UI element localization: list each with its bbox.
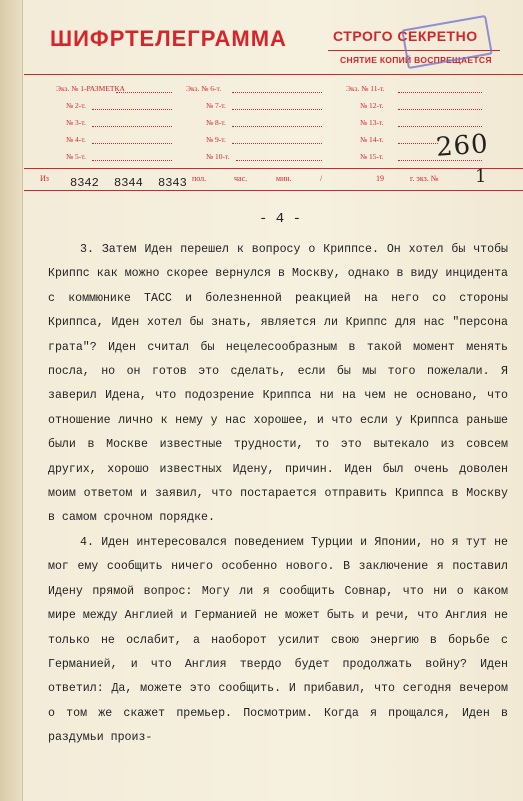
- copy-entry: № 7-т.: [206, 101, 226, 110]
- handwritten-number: 260: [435, 129, 490, 163]
- dotted-rule: [398, 126, 482, 127]
- page-number: - 4 -: [259, 211, 302, 227]
- handwritten-copy-number: 1: [475, 166, 487, 187]
- dotted-rule: [398, 92, 482, 93]
- dotted-rule: [92, 109, 172, 110]
- dotted-rule: [232, 143, 322, 144]
- paragraph: 3. Затем Иден перешел к вопросу о Криппсе. Он хотел бы чтобы Криппс как можно скорее вернулся в Москву, однако в виду инцидента с коммюнике ТАСС и болезненной реакцией на него со стороны Криппса, Иден хотел бы знать, является ли Криппс для нас "персона грата"? Иден считал бы нецелесообразным в такой момент менять посла, но он готов это сделать, если бы мы того пожелали. Я заверил Идена, что подозрение Криппса ни на чем не основано, что отношение лично к нему у нас хорошее, и что если у Криппса раньше были в Москве известные трудности, то это вытекало из совсем других, хорошо известных Идену, причин. Иден был очень доволен моим ответом и заявил, что постарается отправить Криппса в Москву в самом срочном порядке.: [48, 243, 508, 525]
- dotted-rule: [232, 126, 322, 127]
- hour-label: час.: [234, 174, 248, 183]
- from-label: Из: [40, 174, 49, 183]
- copy-entry: № 12-т.: [360, 101, 384, 110]
- copy-entry: № 4-т.: [66, 135, 86, 144]
- dotted-rule: [92, 143, 172, 144]
- copy-entry: № 9-т.: [206, 135, 226, 144]
- received-label: пол.: [192, 174, 207, 183]
- dotted-rule: [116, 92, 172, 93]
- dotted-rule: [92, 160, 172, 161]
- dotted-rule: [236, 160, 322, 161]
- telegram-body: [48, 238, 508, 751]
- dotted-rule: [232, 92, 322, 93]
- copy-entry: Экз. № 6-т.: [186, 84, 222, 93]
- minute-label: мин.: [276, 174, 292, 183]
- copy-entry: № 13-т.: [360, 118, 384, 127]
- dotted-rule: [92, 126, 172, 127]
- dotted-rule: [398, 143, 438, 144]
- copy-entry: № 10-т.: [206, 152, 230, 161]
- copy-entry: № 2-т.: [66, 101, 86, 110]
- year-label: 19: [376, 174, 384, 183]
- document-title: ШИФРТЕЛЕГРАММА: [50, 26, 287, 51]
- copy-entry: Экз. № 1-РАЗМЕТКА: [56, 84, 125, 93]
- copy-number-label: г. экз. №: [410, 174, 439, 183]
- secrecy-label: СТРОГО СЕКРЕТНО: [333, 28, 478, 44]
- dotted-rule: [232, 109, 322, 110]
- paragraph: 4. Иден интересовался поведением Турции и Японии, но я тут не мог ему сообщить ничего особенно нового. В заключение я поставил Идену прямой вопрос: Могу ли я сообщить Совнар, что ни о каком мире между Англией и Германией не может быть и речи, что Англия не только не ослабит, а наоборот усилит свою энергию в борьбе с Германией, и что Англия твердо будет продолжать войну? Иден ответил: Да, можете это сообщить. И прибавил, что сегодня вечером о том же скажет премьер. Посмотрим. Когда я прощался, Иден в раздумьи произ-: [48, 535, 508, 745]
- no-copies-label: СНЯТИЕ КОПИЙ ВОСПРЕЩАЕТСЯ: [340, 55, 492, 65]
- paper-fold-edge: [0, 0, 23, 801]
- dispatch-number: 8344: [114, 176, 143, 190]
- copy-entry: № 3-т.: [66, 118, 86, 127]
- header-divider: [24, 74, 523, 75]
- copy-entry: № 15-т.: [360, 152, 384, 161]
- copy-entry: Экз. № 11-т.: [346, 84, 385, 93]
- copy-entry: № 14-т.: [360, 135, 384, 144]
- dispatch-divider: [24, 190, 523, 191]
- dotted-rule: [398, 109, 482, 110]
- copy-entry: № 8-т.: [206, 118, 226, 127]
- dispatch-number: 8342: [70, 176, 99, 190]
- dispatch-number: 8343: [158, 176, 187, 190]
- date-separator: /: [320, 174, 323, 183]
- copy-entry: № 5-т.: [66, 152, 86, 161]
- grid-divider: [24, 168, 523, 169]
